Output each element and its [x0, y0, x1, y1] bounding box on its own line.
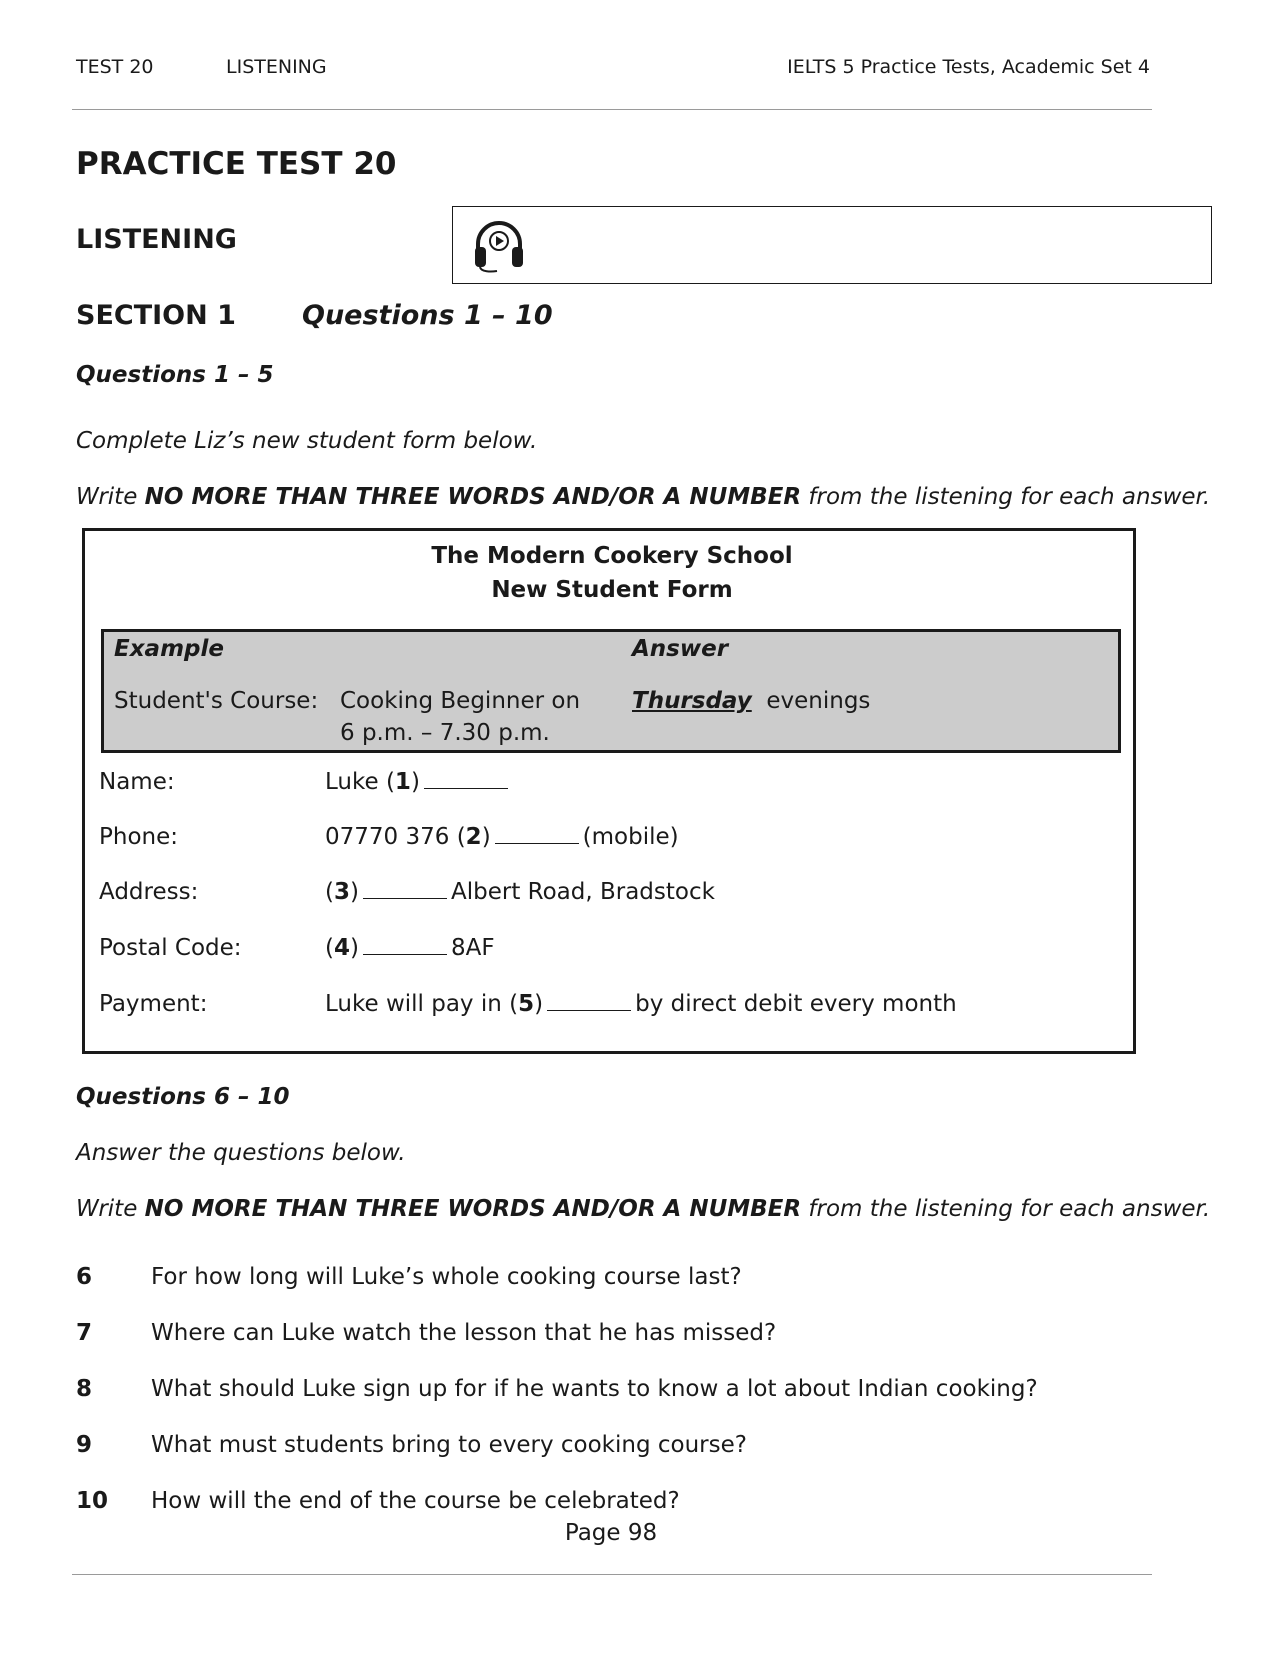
headphones-icon[interactable]: [471, 215, 527, 277]
question-number: 9: [76, 1432, 93, 1458]
example-answer: [632, 688, 870, 714]
question-number: 10: [76, 1488, 109, 1514]
example-answer-suffix: evenings: [766, 688, 871, 714]
row-prefix: (: [325, 879, 334, 905]
example-value-line2: 6 p.m. – 7.30 p.m.: [340, 720, 550, 746]
question-number: 7: [76, 1320, 93, 1346]
answer-label: Answer: [632, 636, 729, 662]
answer-blank-2[interactable]: [495, 826, 579, 844]
header-rule: [72, 109, 1152, 110]
example-answer-word: Thursday: [632, 688, 752, 714]
form-label-name: Name:: [99, 769, 175, 795]
form-value-phone: [325, 824, 679, 850]
row-suffix: ): [350, 879, 359, 905]
page-title: PRACTICE TEST 20: [76, 146, 397, 182]
write-prefix: Write: [76, 484, 145, 510]
question-number: 6: [76, 1264, 93, 1290]
answer-blank-5[interactable]: [547, 993, 631, 1011]
form-value-postal-code: [325, 935, 495, 961]
header-book-title: IELTS 5 Practice Tests, Academic Set 4: [787, 56, 1150, 78]
form-value-name: [325, 769, 512, 795]
row-prefix: (: [325, 935, 334, 961]
part1-write-instruction: [76, 484, 1210, 510]
section-name: SECTION 1: [76, 300, 236, 331]
example-value-line1: Cooking Beginner on: [340, 688, 581, 714]
write-suffix: from the listening for each answer.: [801, 1196, 1211, 1222]
form-label-address: Address:: [99, 879, 199, 905]
row-prefix: 07770 376 (: [325, 824, 466, 850]
row-num: 4: [333, 935, 350, 961]
write-prefix: Write: [76, 1196, 145, 1222]
row-num: 5: [518, 991, 535, 1017]
write-suffix: from the listening for each answer.: [801, 484, 1211, 510]
part2-write-instruction: [76, 1196, 1210, 1222]
row-num: 3: [333, 879, 350, 905]
footer-rule: [72, 1574, 1152, 1575]
question-text: What must students bring to every cooking course?: [151, 1432, 747, 1458]
form-title-line2: New Student Form: [491, 577, 733, 603]
listening-heading: LISTENING: [76, 224, 237, 255]
part1-instruction: Complete Liz’s new student form below.: [76, 428, 538, 454]
part2-instruction: Answer the questions below.: [76, 1140, 406, 1166]
row-suffix: ): [410, 769, 420, 795]
write-emphasis: NO MORE THAN THREE WORDS AND/OR A NUMBER: [144, 1196, 802, 1222]
question-number: 8: [76, 1376, 93, 1402]
row-num: 2: [465, 824, 482, 850]
page-number: Page 98: [564, 1520, 658, 1546]
example-panel: [101, 629, 1121, 753]
question-text: How will the end of the course be celebrated?: [151, 1488, 680, 1514]
section-questions-range: Questions 1 – 10: [302, 300, 553, 331]
row-after: (mobile): [582, 824, 679, 850]
example-field: Student's Course:: [114, 688, 319, 714]
row-after: by direct debit every month: [635, 991, 957, 1017]
example-label: Example: [114, 636, 224, 662]
form-label-postal-code: Postal Code:: [99, 935, 242, 961]
row-suffix: ): [534, 991, 544, 1017]
row-after: Albert Road, Bradstock: [450, 879, 715, 905]
row-prefix: Luke (: [325, 769, 395, 795]
audio-player-box[interactable]: [452, 206, 1212, 284]
row-prefix: Luke will pay in (: [325, 991, 519, 1017]
question-text: What should Luke sign up for if he wants to know a lot about Indian cooking?: [151, 1376, 1038, 1402]
row-num: 1: [394, 769, 411, 795]
form-label-phone: Phone:: [99, 824, 178, 850]
part2-heading: Questions 6 – 10: [76, 1084, 290, 1110]
form-value-address: [325, 879, 715, 905]
row-suffix: ): [350, 935, 359, 961]
form-label-payment: Payment:: [99, 991, 208, 1017]
form-value-payment: [325, 991, 957, 1017]
header-test-label: TEST 20: [76, 56, 154, 78]
part1-heading: Questions 1 – 5: [76, 362, 274, 388]
row-suffix: ): [481, 824, 491, 850]
question-text: Where can Luke watch the lesson that he has missed?: [151, 1320, 777, 1346]
question-text: For how long will Luke’s whole cooking course last?: [151, 1264, 742, 1290]
answer-blank-3[interactable]: [363, 881, 447, 899]
answer-blank-1[interactable]: [424, 771, 508, 789]
row-after: 8AF: [450, 935, 495, 961]
header-section-label: LISTENING: [226, 56, 327, 78]
student-form: [82, 528, 1136, 1054]
answer-blank-4[interactable]: [363, 937, 447, 955]
form-title-line1: The Modern Cookery School: [431, 543, 793, 569]
write-emphasis: NO MORE THAN THREE WORDS AND/OR A NUMBER: [144, 484, 802, 510]
